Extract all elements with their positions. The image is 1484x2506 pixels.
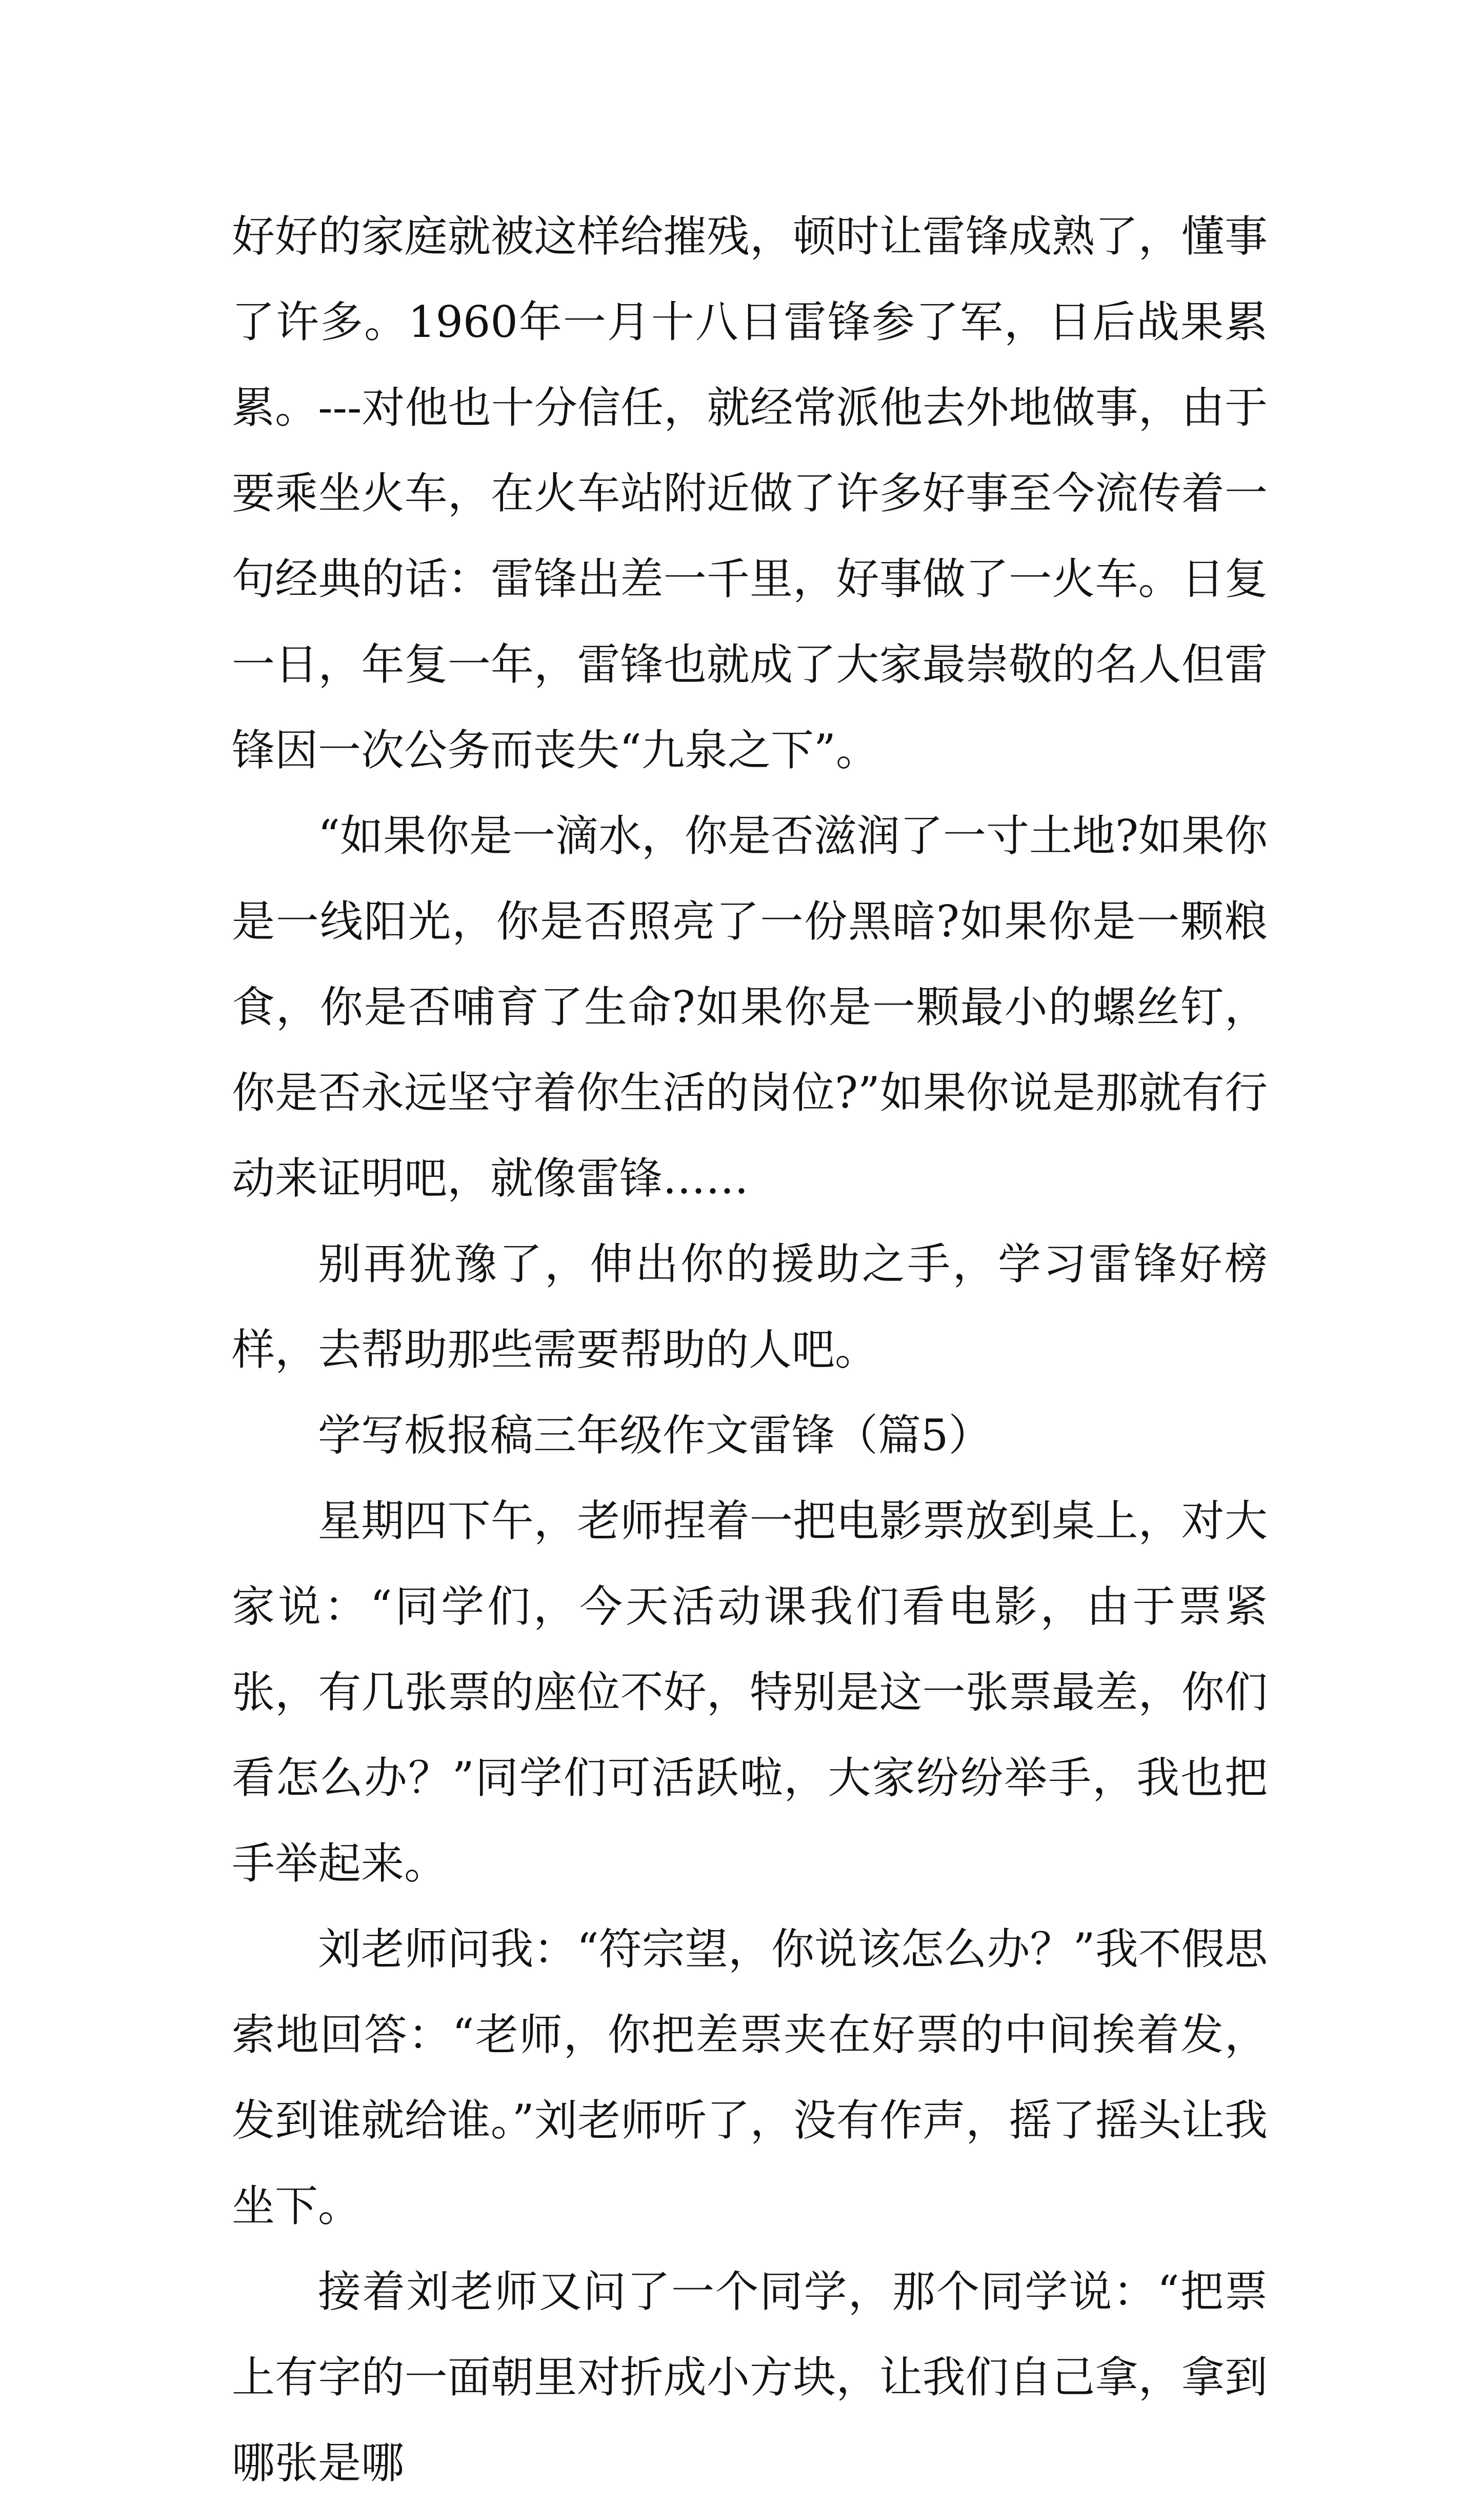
paragraph-6: 刘老师问我：“符宗望，你说该怎么办？”我不假思索地回答：“老师，你把差票夹在好票的中间挨着发，发到谁就给谁。”刘老师听了，没有作声，摇了摇头让我坐下。 <box>232 1924 1268 2231</box>
paragraph-3: 别再犹豫了，伸出你的援助之手，学习雷锋好榜样，去帮助那些需要帮助的人吧。 <box>232 1239 1268 1375</box>
paragraph-7: 接着刘老师又问了一个同学，那个同学说：“把票上有字的一面朝里对折成小方块，让我们自己拿，拿到哪张是哪 <box>232 2267 1268 2488</box>
paragraph-2: “如果你是一滴水，你是否滋润了一寸土地?如果你是一线阳光，你是否照亮了一份黑暗?如果你是一颗粮食，你是否哺育了生命?如果你是一颗最小的螺丝钉，你是否永远坚守着你生活的岗位?”如果你说是那就有行动来证明吧，就像雷锋…… <box>232 811 1268 1204</box>
body-text <box>232 194 1268 2506</box>
paragraph-5: 星期四下午，老师捏着一把电影票放到桌上，对大家说：“同学们，今天活动课我们看电影，由于票紧张，有几张票的座位不好，特别是这一张票最差，你们看怎么办？”同学们可活跃啦，大家纷纷举手，我也把手举起来。 <box>232 1496 1268 1889</box>
paragraph-1: 好好的家庭就被这样给摧残，顿时让雷锋成熟了，懂事了许多。1960年一月十八日雷锋参了军，日后战果累累。---对他也十分信任，就经常派他去外地做事，由于要乘坐火车，在火车站附近做了许多好事至今流传着一句经典的话：雷锋出差一千里，好事做了一火车。日复一日，年复一年，雷锋也就成了大家最崇敬的名人但雷锋因一次公务而丧失“九泉之下”。 <box>232 211 1268 775</box>
section-heading: 学写板报稿三年级作文雷锋（篇5） <box>318 1410 992 1460</box>
